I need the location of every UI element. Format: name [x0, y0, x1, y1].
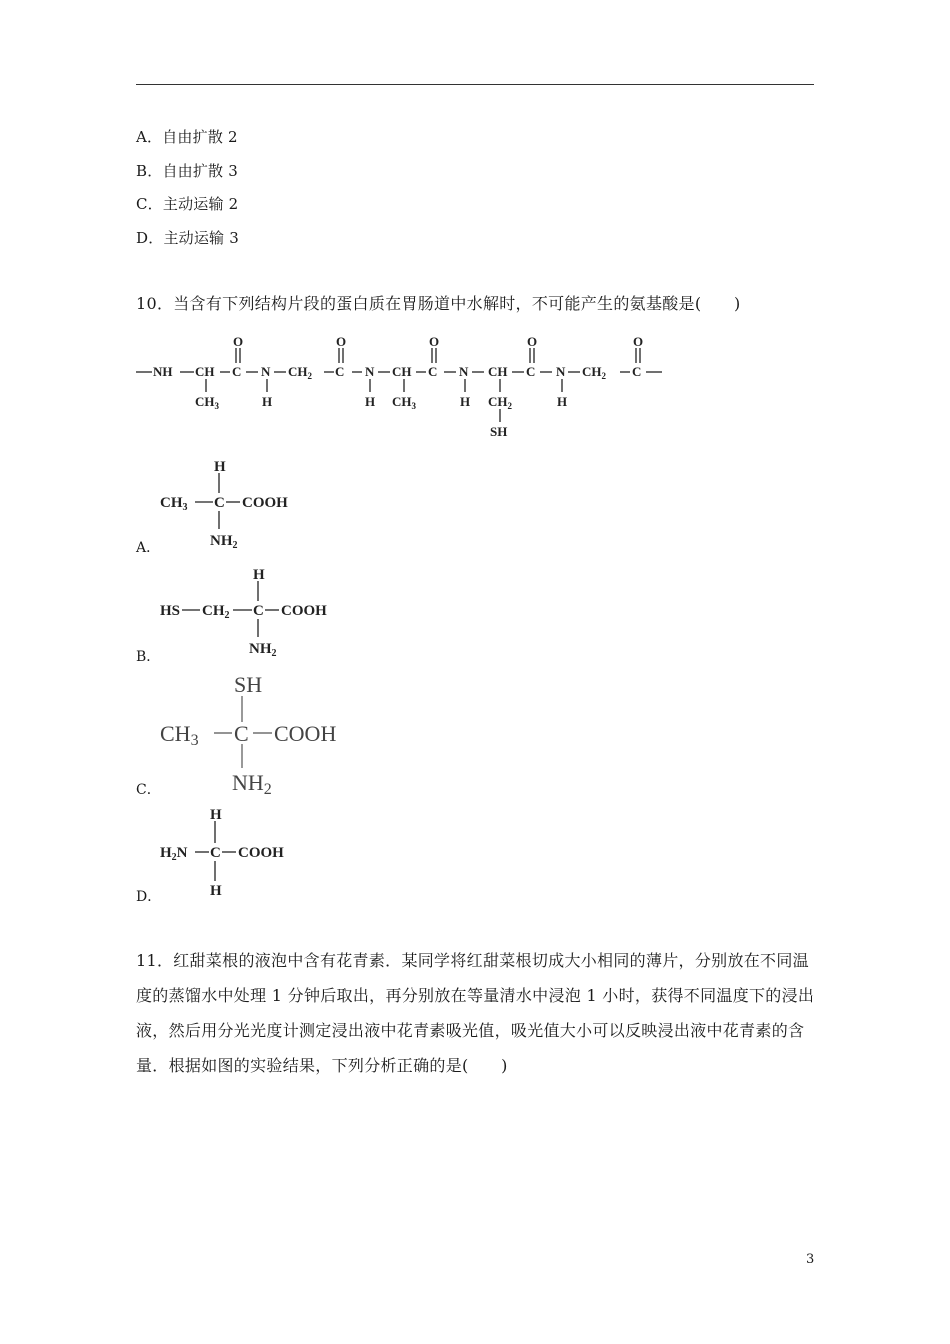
svg-text:C: C [234, 721, 249, 746]
svg-text:C: C [632, 364, 642, 379]
q10-option-c-structure [158, 668, 358, 796]
q10-option-b-structure [160, 563, 340, 658]
page-number: 3 [806, 1252, 815, 1267]
q10-option-c-label: C． [136, 782, 161, 798]
svg-text:SH: SH [490, 424, 508, 439]
svg-text:N: N [459, 364, 469, 379]
svg-text:O: O [526, 334, 538, 349]
svg-text:CH3: CH3 [160, 721, 199, 749]
svg-text:H: H [262, 394, 273, 409]
svg-text:NH2: NH2 [232, 770, 272, 796]
svg-text:N: N [261, 364, 271, 379]
svg-text:NH2: $NH_2$ [249, 641, 277, 658]
q11-stem: 11．红甜菜根的液泡中含有花青素．某同学将红甜菜根切成大小相同的薄片，分别放在不同温度的蒸馏水中处理 1 分钟后取出，再分别放在等量清水中浸泡 1 小时，获得不同温度下的浸出液，然后用分光光度计测定浸出液中花青素吸光值，吸光值大小可以反映浸出液中花青素的含量．根据如图的实验结果，下列分析正确的是( ) [136, 951, 815, 1075]
svg-text:H: H [210, 883, 222, 899]
svg-text:CH3: $CH_3$ [195, 394, 219, 411]
svg-text:CH: CH [488, 364, 508, 379]
svg-text:C: C [210, 845, 221, 861]
svg-text:NH2: $NH_2$ [210, 533, 238, 550]
svg-text:COOH: COOH [242, 495, 288, 511]
svg-text:CH3: $CH_3$ [392, 394, 416, 411]
svg-text:SH: SH [234, 672, 263, 697]
q9-option-a: A．自由扩散 2 [136, 128, 238, 146]
svg-text:HS: HS [160, 603, 181, 619]
svg-text:H: H [214, 459, 226, 475]
svg-text:COOH: COOH [281, 603, 327, 619]
svg-text:N: N [365, 364, 375, 379]
svg-text:CH2: $CH_2$ [582, 364, 606, 381]
svg-text:C: C [526, 364, 536, 379]
svg-text:CH: CH [392, 364, 412, 379]
q10-option-a-label: A． [136, 540, 161, 556]
q9-option-b: B．自由扩散 3 [136, 162, 238, 180]
svg-text:NH: NH [153, 364, 173, 379]
q10-option-d-label: D． [136, 889, 162, 905]
svg-text:H2N: $H_2N$ [160, 845, 188, 863]
svg-text:CH3: $CH_3$ [160, 495, 188, 513]
svg-text:C: C [253, 603, 264, 619]
svg-text:CH: CH [195, 364, 215, 379]
svg-text:O: O [335, 334, 347, 349]
q10-option-d-structure [158, 805, 298, 900]
svg-text:H: H [460, 394, 471, 409]
svg-text:C: C [232, 364, 242, 379]
q10-option-b-label: B． [136, 649, 161, 665]
svg-text:C: C [335, 364, 345, 379]
svg-text:O: O [232, 334, 244, 349]
q9-option-d: D．主动运输 3 [136, 229, 239, 247]
svg-text:H: H [210, 807, 222, 823]
header-rule [136, 84, 814, 85]
svg-text:CH2: $CH_2$ [488, 394, 512, 411]
svg-text:COOH: COOH [238, 845, 284, 861]
svg-text:COOH: COOH [274, 721, 337, 746]
q10-option-a-structure [160, 455, 300, 550]
q10-stem: 10．当含有下列结构片段的蛋白质在胃肠道中水解时，不可能产生的氨基酸是( ) [136, 294, 741, 313]
svg-text:H: H [365, 394, 376, 409]
svg-text:N: N [556, 364, 566, 379]
svg-text:C: C [214, 495, 225, 511]
svg-text:CH2: $CH_2$ [202, 603, 230, 621]
svg-text:C: C [428, 364, 438, 379]
svg-text:CH2: $CH_2$ [288, 364, 312, 381]
svg-text:H: H [557, 394, 568, 409]
svg-text:O: O [632, 334, 644, 349]
q9-option-c: C．主动运输 2 [136, 195, 239, 213]
svg-text:O: O [428, 334, 440, 349]
svg-text:H: H [253, 567, 265, 583]
peptide-structure-figure [134, 334, 674, 446]
